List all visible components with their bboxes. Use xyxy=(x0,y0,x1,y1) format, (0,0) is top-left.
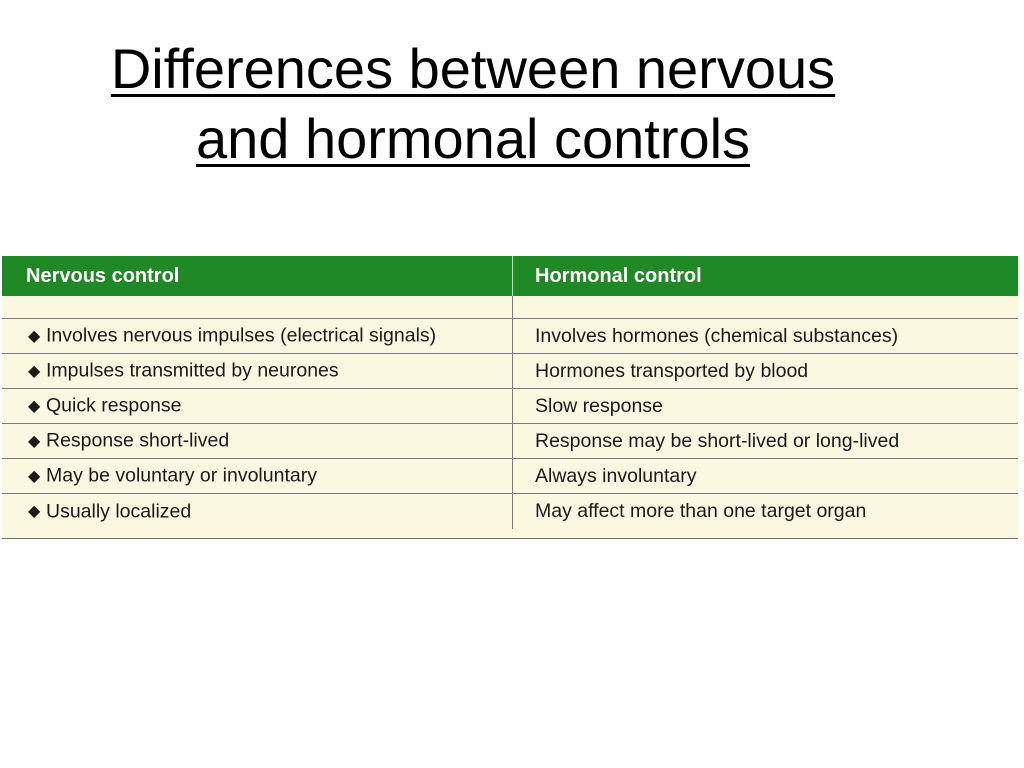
table-row xyxy=(2,389,1018,424)
diamond-bullet-icon: ◆ xyxy=(28,468,41,486)
hormonal-cell: Hormones transported by blood xyxy=(513,354,1019,389)
table-row xyxy=(2,424,1018,459)
nervous-cell xyxy=(2,494,513,529)
comparison-table xyxy=(2,256,1018,529)
nervous-cell xyxy=(2,354,513,389)
diamond-bullet-icon: ◆ xyxy=(28,328,41,346)
hormonal-cell: May affect more than one target organ xyxy=(513,494,1019,529)
diamond-bullet-icon: ◆ xyxy=(28,363,41,381)
nervous-cell xyxy=(2,424,513,459)
comparison-table-container xyxy=(2,256,1018,539)
nervous-cell-text: Impulses transmitted by neurones xyxy=(46,359,339,382)
title-line-1: Differences between nervous xyxy=(110,37,836,100)
header-nervous-control: Nervous control xyxy=(2,256,513,296)
diamond-bullet-icon: ◆ xyxy=(28,503,41,521)
hormonal-cell: Slow response xyxy=(513,389,1019,424)
nervous-cell-text: Response short-lived xyxy=(46,429,230,452)
nervous-cell-text: Involves nervous impulses (electrical signals) xyxy=(46,324,437,347)
nervous-cell xyxy=(2,319,513,354)
diamond-bullet-icon: ◆ xyxy=(28,398,41,416)
nervous-cell xyxy=(2,389,513,424)
header-hormonal-control: Hormonal control xyxy=(513,256,1019,296)
table-header-row xyxy=(2,256,1018,296)
nervous-cell-text: Quick response xyxy=(46,394,182,417)
table-row xyxy=(2,494,1018,529)
nervous-cell-text: May be voluntary or involuntary xyxy=(46,464,317,487)
nervous-cell-text: Usually localized xyxy=(46,499,192,522)
hormonal-cell: Involves hormones (chemical substances) xyxy=(513,319,1019,354)
table-row xyxy=(2,319,1018,354)
page-title xyxy=(0,34,946,174)
nervous-cell xyxy=(2,459,513,494)
table-row xyxy=(2,354,1018,389)
hormonal-cell: Always involuntary xyxy=(513,459,1019,494)
table-row xyxy=(2,459,1018,494)
title-line-2: and hormonal controls xyxy=(195,107,751,170)
hormonal-cell: Response may be short-lived or long-lived xyxy=(513,424,1019,459)
table-spacer-row xyxy=(2,296,1018,319)
diamond-bullet-icon: ◆ xyxy=(28,433,41,451)
